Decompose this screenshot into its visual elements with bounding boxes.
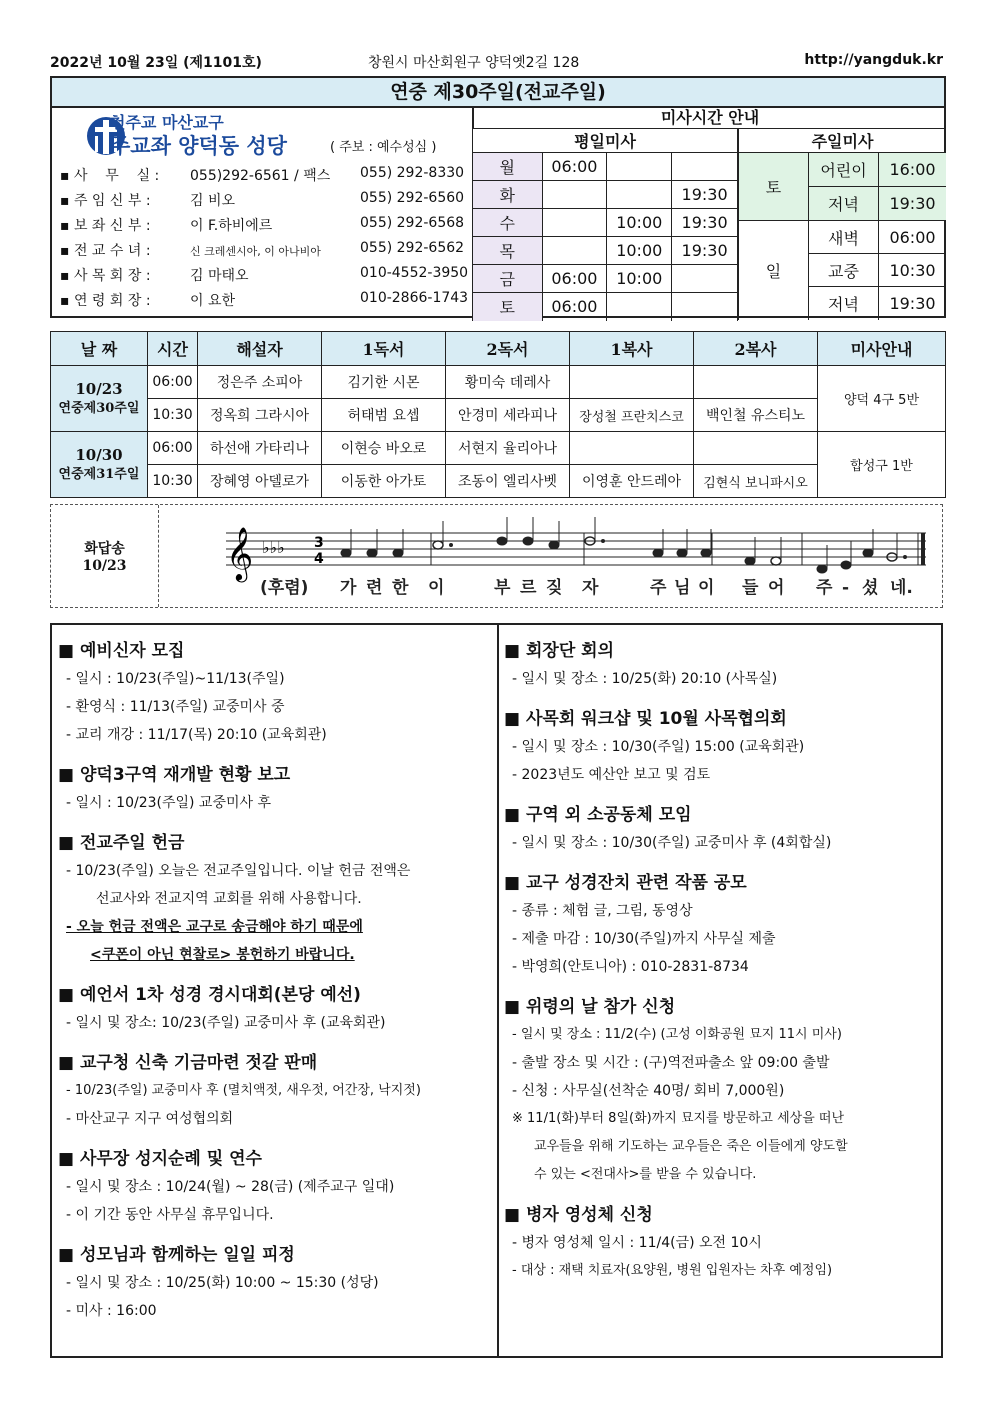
svg-text:주: 주 (650, 578, 667, 598)
weekday-row: 목 10:00 19:30 (473, 237, 738, 265)
notice-title: ■ 성모님과 함께하는 일일 피정 (58, 1245, 295, 1265)
sunday-row: 일 새벽 06:00 (739, 221, 947, 254)
svg-text:이: 이 (428, 578, 445, 598)
svg-text:님: 님 (674, 578, 691, 598)
weekday-mass-table (472, 129, 738, 321)
notice-title: ■ 교구 성경잔치 관련 작품 공모 (504, 873, 747, 893)
psalm-label: 화답송 10/23 (51, 505, 159, 607)
sunday-row: 토 어린이 16:00 (739, 153, 947, 187)
svg-text:주: 주 (816, 578, 833, 598)
svg-text:부: 부 (494, 578, 511, 598)
parish-patron: ( 주보 : 예수성심 ) (330, 140, 437, 155)
notice-section: ■ 양덕3구역 재개발 현황 보고 - 일시 : 10/23(주일) 교중미사 후 (58, 761, 498, 817)
weekday-mass-title: 평일미사 (473, 129, 738, 153)
music-staff (166, 513, 936, 603)
svg-text:가: 가 (340, 578, 357, 598)
parish-address: 창원시 마산회원구 양덕옛2길 128 (368, 55, 580, 71)
diocese-name: 천주교 마산교구 (110, 113, 224, 132)
svg-text:-: - (842, 578, 850, 598)
responsorial-psalm (50, 504, 943, 608)
svg-text:이: 이 (698, 578, 715, 598)
svg-text:들: 들 (742, 578, 759, 598)
svg-text:♭♭♭: ♭♭♭ (262, 538, 285, 557)
notice-section: ■ 예비신자 모집 - 일시 : 10/23(주일)~11/13(주일) - 환영식 : 11/13(주일) 교중미사 중 - 교리 개강 : 11/17(목) 20:10 (교육회관) (58, 637, 498, 749)
notice-section: ■ 교구 성경잔치 관련 작품 공모 - 종류 : 체험 글, 그림, 동영상 - 제출 마감 : 10/30(주일)까지 사무실 제출 - 박영희(안토니아) : 010-2831-8734 (504, 869, 944, 981)
mass-times-title: 미사시간 안내 (472, 107, 946, 129)
svg-text:르: 르 (520, 578, 537, 598)
svg-text:4: 4 (314, 551, 324, 567)
notices-box (50, 623, 943, 1358)
website-link[interactable]: http://yangduk.kr (804, 52, 943, 68)
weekday-row: 수 10:00 19:30 (473, 209, 738, 237)
notice-title: ■ 사무장 성지순례 및 연수 (58, 1149, 262, 1169)
issue-date: 2022년 10월 23일 (제1101호) (50, 55, 262, 71)
sunday-mass-table (738, 129, 946, 320)
sunday-row: 교중 10:30 (739, 254, 947, 287)
notice-title: ■ 예비신자 모집 (58, 641, 185, 661)
parish-name: 주교좌 양덕동 성당 (110, 134, 287, 158)
notice-section: ■ 위령의 날 참가 신청 - 일시 및 장소 : 11/2(수) (고성 이화공원 묘지 11시 미사) - 출발 장소 및 시간 : (구)역전파출소 앞 09:00 출발 - 신청 : 사무실(선착순 40명/ 회비 7,000원) ※ 11/1(화)부터 8일(화)까지 묘지를 방문하고 세상을 떠난 교우들을 위해 기도하는 교우들은 죽은 이들에게 양도할 수 있는 <전대사>를 받을 수 있습니다. (504, 993, 944, 1189)
notice-section: ■ 사무장 성지순례 및 연수 - 일시 및 장소 : 10/24(월) ~ 28(금) (제주교구 일대) - 이 기간 동안 사무실 휴무입니다. (58, 1145, 498, 1229)
sunday-row: 저녁 19:30 (739, 287, 947, 320)
sunday-mass-title: 주일미사 (739, 129, 947, 153)
notice-title: ■ 예언서 1차 성경 경시대회(본당 예선) (58, 985, 361, 1005)
schedule-row: 10:30 장혜영 아델로가 이동한 아가토 조동이 엘리사벳 이영훈 안드레아 김현식 보니파시오 (51, 465, 946, 498)
page-title: 연중 제30주일(전교주일) (50, 76, 946, 108)
weekday-row: 화 19:30 (473, 181, 738, 209)
schedule-row: 10/30 연중제31주일 06:00 하선애 가타리나 이현승 바오로 서현지 율리아나 합성구 1반 (51, 432, 946, 465)
weekday-row: 금 06:00 10:00 (473, 265, 738, 293)
staff-row: ▪ 사 무 실 : 055)292-6561 / 팩스 055) 292-8330 (60, 165, 465, 184)
weekday-row: 월 06:00 (473, 153, 738, 181)
notices-left-column (58, 637, 498, 1337)
notice-title: ■ 병자 영성체 신청 (504, 1205, 653, 1225)
staff-row: ▪ 전 교 수 녀 : 신 크레센시아, 이 아나비아 055) 292-6562 (60, 240, 465, 259)
notice-title: ■ 회장단 회의 (504, 641, 615, 661)
notices-right-column (504, 637, 944, 1297)
svg-text:셨: 셨 (862, 578, 879, 598)
svg-text:네.: 네. (890, 578, 913, 598)
weekday-row: 토 06:00 (473, 293, 738, 321)
svg-text:짖: 짖 (546, 578, 563, 598)
schedule-header-row: 날 짜 시간 해설자 1독서 2독서 1복사 2복사 미사안내 (51, 332, 946, 366)
notice-section: ■ 병자 영성체 신청 - 병자 영성체 일시 : 11/4(금) 오전 10시 - 대상 : 재택 치료자(요양원, 병원 입원자는 차후 예정임) (504, 1201, 944, 1285)
notice-section: ■ 구역 외 소공동체 모임 - 일시 및 장소 : 10/30(주일) 교중미사 후 (4회합실) (504, 801, 944, 857)
notice-title: ■ 양덕3구역 재개발 현황 보고 (58, 765, 291, 785)
schedule-row: 10:30 정옥희 그라시아 허태범 요셉 안경미 세라피나 장성철 프란치스코 백인철 유스티노 (51, 399, 946, 432)
svg-text:한: 한 (392, 578, 409, 598)
notice-section: ■ 회장단 회의 - 일시 및 장소 : 10/25(화) 20:10 (사목실) (504, 637, 944, 693)
schedule-row: 10/23 연중제30주일 06:00 정은주 소피아 김기한 시몬 황미숙 데레사 양덕 4구 5반 (51, 366, 946, 399)
notice-section: ■ 사목회 워크샵 및 10월 사목협의회 - 일시 및 장소 : 10/30(주일) 15:00 (교육회관) - 2023년도 예산안 보고 및 검토 (504, 705, 944, 789)
notice-section: ■ 교구청 신축 기금마련 젓갈 판매 - 10/23(주일) 교중미사 후 (멸치액젓, 새우젓, 어간장, 낙지젓) - 마산교구 지구 여성협의회 (58, 1049, 498, 1133)
staff-row: ▪ 연 령 회 장 : 이 요한 010-2866-1743 (60, 290, 469, 309)
sunday-row: 저녁 19:30 (739, 187, 947, 221)
svg-text:자: 자 (582, 578, 599, 598)
svg-text:(후렴): (후렴) (260, 578, 309, 598)
notice-title: ■ 교구청 신축 기금마련 젓갈 판매 (58, 1053, 318, 1073)
staff-row: ▪ 보 좌 신 부 : 이 F.하비에르 055) 292-6568 (60, 215, 465, 234)
svg-text:련: 련 (366, 578, 383, 598)
svg-text:3: 3 (314, 535, 324, 551)
svg-text:어: 어 (768, 578, 785, 598)
notice-title: ■ 전교주일 헌금 (58, 833, 185, 853)
staff-row: ▪ 주 임 신 부 : 김 비오 055) 292-6560 (60, 190, 465, 209)
header-bar (50, 50, 943, 72)
notice-section: ■ 예언서 1차 성경 경시대회(본당 예선) - 일시 및 장소: 10/23(주일) 교중미사 후 (교육회관) (58, 981, 498, 1037)
notice-title: ■ 사목회 워크샵 및 10월 사목협의회 (504, 709, 787, 729)
notice-title: ■ 구역 외 소공동체 모임 (504, 805, 692, 825)
notice-title: ■ 위령의 날 참가 신청 (504, 997, 676, 1017)
treble-clef-icon: 𝄞 (226, 526, 254, 580)
notice-section: ■ 전교주일 헌금 - 10/23(주일) 오늘은 전교주일입니다. 이날 헌금 전액은 선교사와 전교지역 교회를 위해 사용합니다. - 오늘 헌금 전액은 교구로 송금해야 하기 때문에 <쿠폰이 아닌 현찰로> 봉헌하기 바랍니다. (58, 829, 498, 969)
ministry-schedule-table (50, 331, 946, 498)
staff-row: ▪ 사 목 회 장 : 김 마태오 010-4552-3950 (60, 265, 469, 284)
notice-section: ■ 성모님과 함께하는 일일 피정 - 일시 및 장소 : 10/25(화) 10:00 ~ 15:30 (성당) - 미사 : 16:00 (58, 1241, 498, 1325)
